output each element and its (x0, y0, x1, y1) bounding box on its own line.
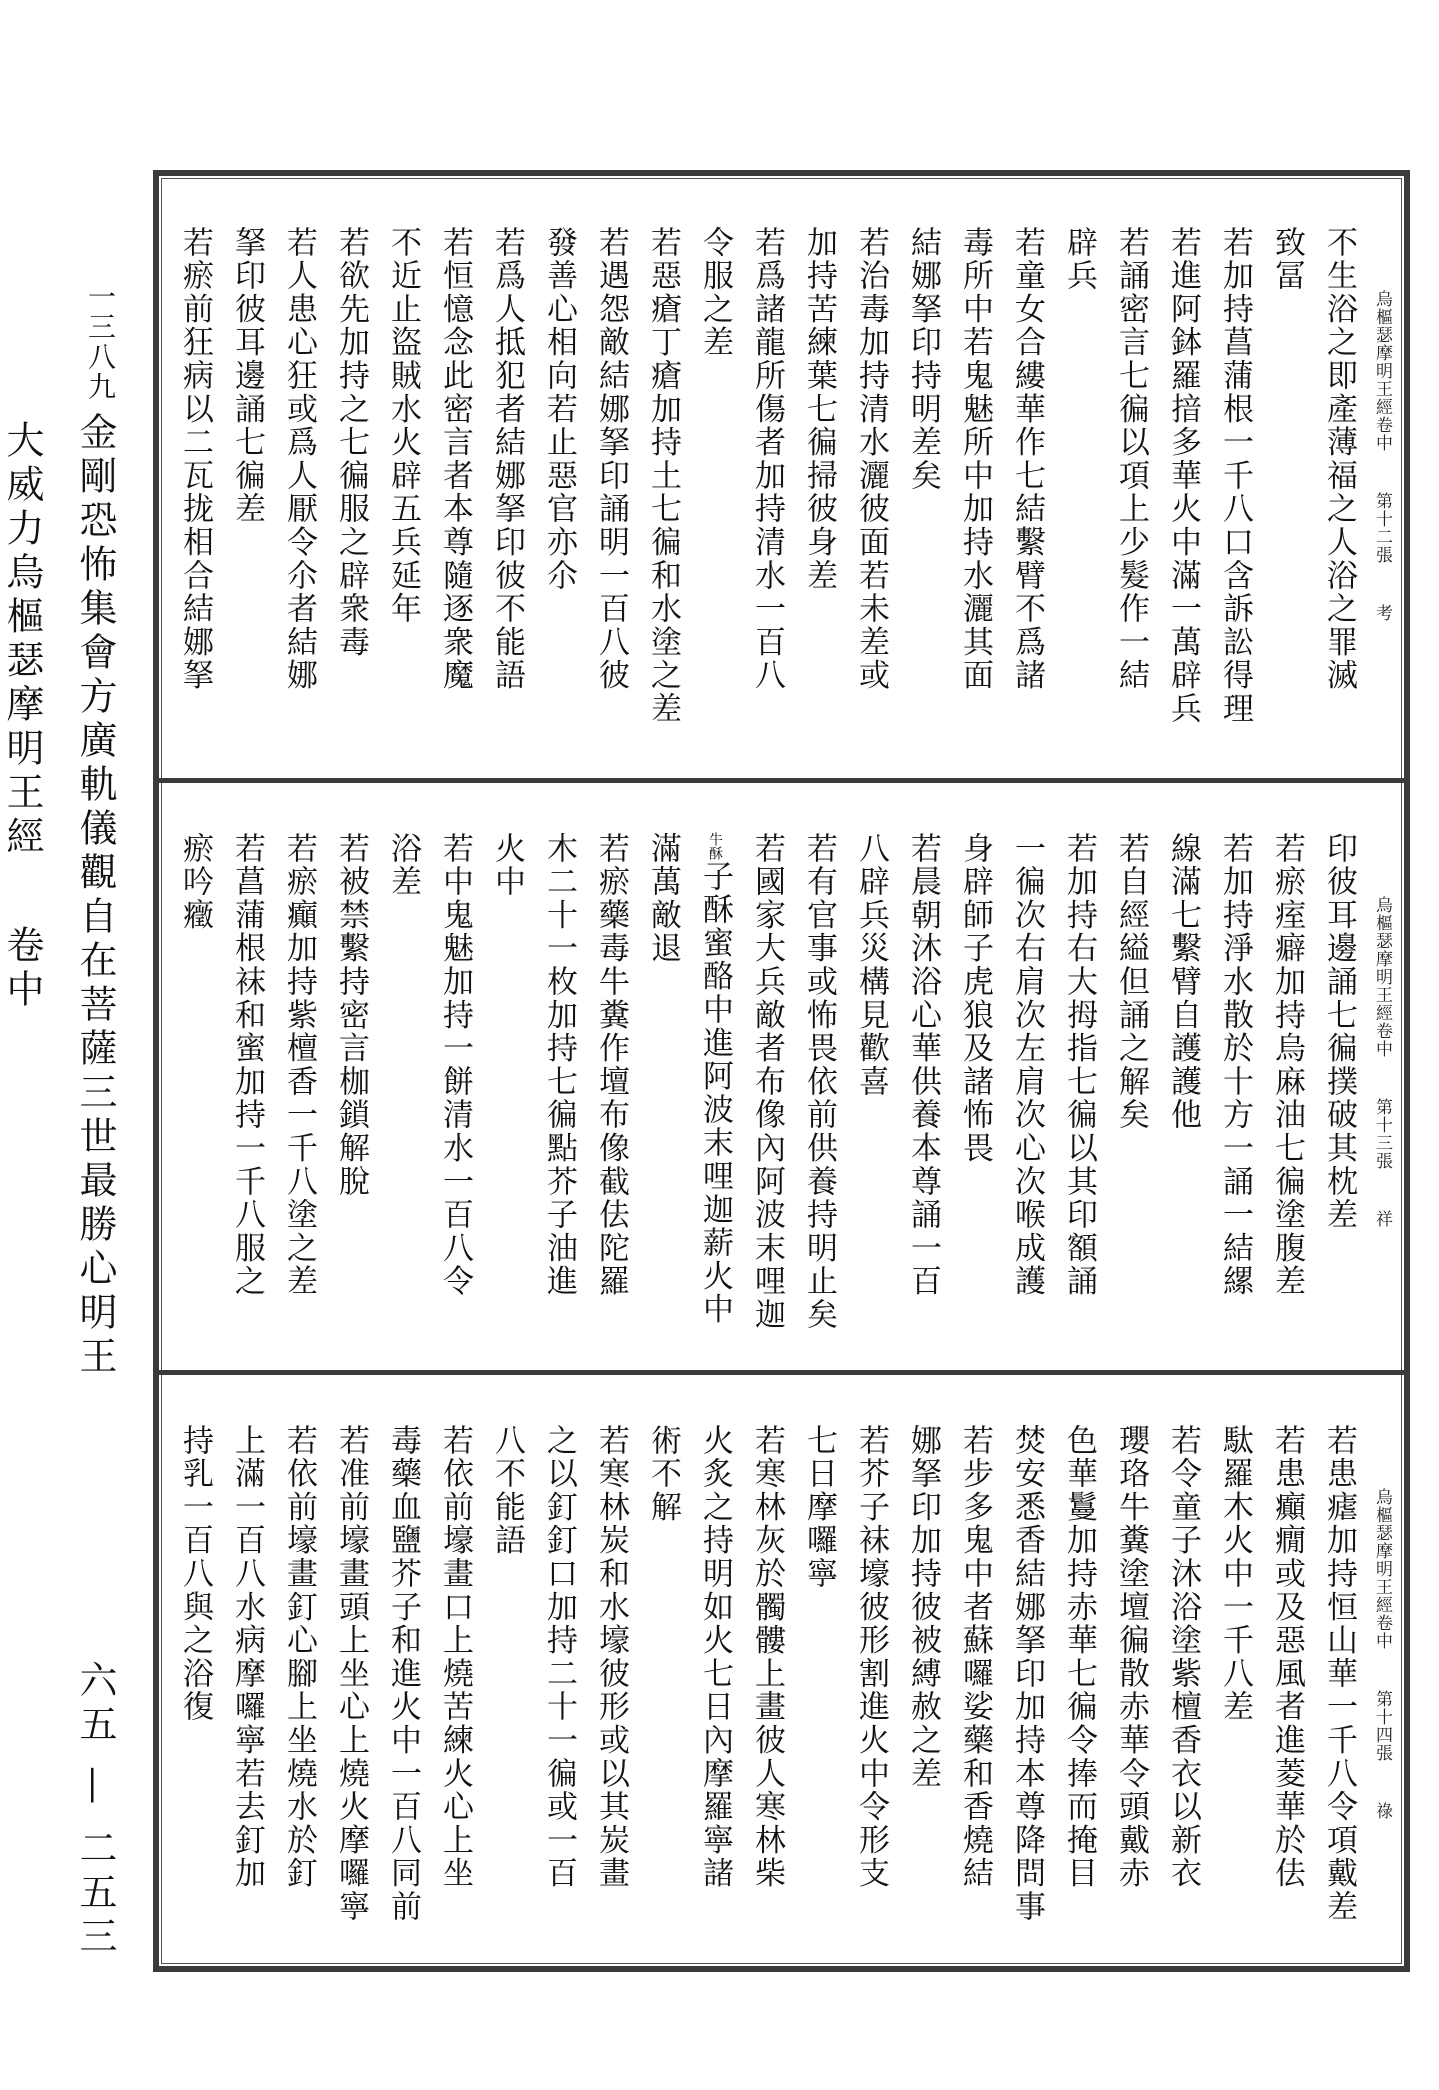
panel-sheet-13 (170, 786, 1395, 1366)
text-column: 若恒憶念此密言者本尊隨逐衆魔 (437, 226, 473, 693)
sutra-title-line-1: 金剛恐怖集會方廣軌儀觀自在菩薩三世最勝心明王 (73, 412, 117, 1380)
text-columns (169, 226, 1365, 726)
text-column: 若治毒加持清水灑彼面若未差或 (853, 226, 889, 693)
text-column: 若遇怨敵結娜拏印誦明一百八彼 (593, 226, 629, 693)
text-column: 術不解 (645, 1424, 681, 1524)
text-column: 上滿一百八水病摩囉寧若去釘加 (229, 1424, 265, 1891)
text-column: 若有官事或怖畏依前供養持明止矣 (801, 832, 837, 1332)
sheet-header-title: 烏樞瑟摩明王經卷中 (1372, 896, 1392, 1058)
text-column: 若加持右大拇指七徧以其印額誦 (1061, 832, 1097, 1299)
column-text: 子酥蜜酪中進阿波末哩迦薪火中 (697, 860, 733, 1327)
text-column: 若患癲癇或及惡風者進菱華於佉 (1269, 1424, 1305, 1891)
text-column: 若瘀痓癖加持烏麻油七徧塗腹差 (1269, 832, 1305, 1299)
text-column: 駄羅木火中一千八差 (1217, 1424, 1253, 1724)
text-column (689, 832, 741, 1332)
text-column: 焚安悉香結娜拏印加持本尊降問事 (1009, 1424, 1045, 1924)
text-column: 若被禁繫持密言枷鎖解脫 (333, 832, 369, 1199)
sheet-mark: 祿 (1372, 1802, 1392, 1820)
interlinear-note: 牛酥 (707, 832, 723, 860)
sheet-header-title: 烏樞瑟摩明王經卷中 (1372, 1488, 1392, 1650)
text-column: 色華鬘加持赤華七徧令捧而掩目 (1061, 1424, 1097, 1891)
text-column: 若誦密言七徧以項上少髮作一結 (1113, 226, 1149, 693)
text-column: 之以釘釘口加持二十一徧或一百 (541, 1424, 577, 1891)
sheet-header (1371, 896, 1393, 1228)
panel-divider (153, 1370, 1410, 1375)
text-column: 若芥子袜壕彼形割進火中令形支 (853, 1424, 889, 1891)
sheet-number: 第十四張 (1372, 1690, 1392, 1762)
text-column: 印彼耳邊誦七徧撲破其枕差 (1321, 832, 1357, 1232)
sheet-header (1371, 1488, 1393, 1820)
text-column: 身辟師子虎狼及諸怖畏 (957, 832, 993, 1165)
text-column: 若爲諸龍所傷者加持清水一百八 (749, 226, 785, 693)
text-column: 若晨朝沐浴心華供養本尊誦一百 (905, 832, 941, 1299)
sutra-title-line-2: 大威力烏樞瑟摩明王經 (0, 420, 44, 860)
text-column: 若惡瘡丁瘡加持土七徧和水塗之差 (645, 226, 681, 726)
text-column: 一徧次右肩次左肩次心次喉成護 (1009, 832, 1045, 1299)
text-column: 發善心相向若止惡官亦尒 (541, 226, 577, 593)
text-column: 持乳一百八與之浴復 (177, 1424, 213, 1724)
sheet-header-title: 烏樞瑟摩明王經卷中 (1372, 290, 1392, 452)
text-column: 若准前壕畫頭上坐心上燒火摩囉寧 (333, 1424, 369, 1924)
fascicle-label: 卷中 (0, 925, 44, 1013)
panel-sheet-12 (170, 180, 1395, 775)
text-column: 若令童子沐浴塗紫檀香衣以新衣 (1165, 1424, 1201, 1891)
text-column: 若自經縊但誦之解矣 (1113, 832, 1149, 1132)
text-column: 木二十一枚加持七徧點芥子油進 (541, 832, 577, 1299)
text-column: 若人患心狂或爲人厭令尒者結娜 (281, 226, 317, 693)
text-column: 若加持菖蒲根一千八口含訴訟得理 (1217, 226, 1253, 726)
sheet-number: 第十三張 (1372, 1098, 1392, 1170)
sheet-number: 第十二張 (1372, 492, 1392, 564)
text-column: 若菖蒲根袜和蜜加持一千八服之 (229, 832, 265, 1299)
text-column: 若瘀癲加持紫檀香一千八塗之差 (281, 832, 317, 1299)
text-column: 若爲人抵犯者結娜拏印彼不能語 (489, 226, 525, 693)
text-column: 瓔珞牛糞塗壇徧散赤華令頭戴赤 (1113, 1424, 1149, 1891)
text-column: 若欲先加持之七徧服之辟衆毒 (333, 226, 369, 659)
text-column: 八不能語 (489, 1424, 525, 1558)
text-column: 不近止盜賊水火辟五兵延年 (385, 226, 421, 626)
text-column: 毒所中若鬼魅所中加持水灑其面 (957, 226, 993, 693)
text-column: 若寒林灰於髑髏上畫彼人寒林柴 (749, 1424, 785, 1891)
text-column: 火炙之持明如火七日內摩羅寧諸 (697, 1424, 733, 1891)
text-column: 若依前壕畫釘心腳上坐燒水於釘 (281, 1424, 317, 1891)
text-column: 火中 (489, 832, 525, 899)
text-column: 結娜拏印持明差矣 (905, 226, 941, 493)
text-column: 辟兵 (1061, 226, 1097, 293)
text-column: 不生浴之即產薄福之人浴之罪滅 (1321, 226, 1357, 693)
text-column: 加持苦練葉七徧掃彼身差 (801, 226, 837, 593)
sheet-header (1371, 290, 1393, 622)
text-column: 若童女合縷華作七結繫臂不爲諸 (1009, 226, 1045, 693)
volume-number: 一三八九 (84, 282, 117, 402)
text-column: 八辟兵災構見歡喜 (853, 832, 889, 1099)
panel-sheet-14 (170, 1378, 1395, 1958)
text-column: 若患瘧加持恒山華一千八令項戴差 (1321, 1424, 1357, 1924)
text-columns (169, 832, 1365, 1332)
text-column: 若國家大兵敵者布像內阿波末哩迦 (749, 832, 785, 1332)
text-column: 致冨 (1269, 226, 1305, 293)
text-column: 滿萬敵退 (645, 832, 681, 966)
sheet-mark: 考 (1372, 604, 1392, 622)
text-column: 若瘀前狂病以二瓦拢相合結娜拏 (177, 226, 213, 693)
text-column: 線滿七繫臂自護護他 (1165, 832, 1201, 1132)
text-column: 若寒林炭和水壕彼形或以其炭畫 (593, 1424, 629, 1891)
text-column: 若步多鬼中者蘇囉娑藥和香燒結 (957, 1424, 993, 1891)
text-column: 若依前壕畫口上燒苦練火心上坐 (437, 1424, 473, 1891)
text-column: 拏印彼耳邊誦七徧差 (229, 226, 265, 526)
text-column: 浴差 (385, 832, 421, 899)
text-column: 毒藥血鹽芥子和進火中一百八同前 (385, 1424, 421, 1924)
text-column: 若加持淨水散於十方一誦一結縲 (1217, 832, 1253, 1299)
text-column: 若中鬼魅加持一餅清水一百八令 (437, 832, 473, 1299)
panel-divider (153, 778, 1410, 783)
text-column: 娜拏印加持彼被縛赦之差 (905, 1424, 941, 1791)
text-columns (169, 1424, 1365, 1924)
text-column: 若進阿鉢羅揞多華火中滿一萬辟兵 (1165, 226, 1201, 726)
text-column: 瘀吟癥 (177, 832, 213, 932)
page-number: 六五 — 二五三 (73, 1660, 117, 1961)
sheet-mark: 祥 (1372, 1210, 1392, 1228)
text-column: 令服之差 (697, 226, 733, 360)
text-column: 七日摩囉寧 (801, 1424, 837, 1591)
text-column: 若瘀藥毒牛糞作壇布像截佉陀羅 (593, 832, 629, 1299)
